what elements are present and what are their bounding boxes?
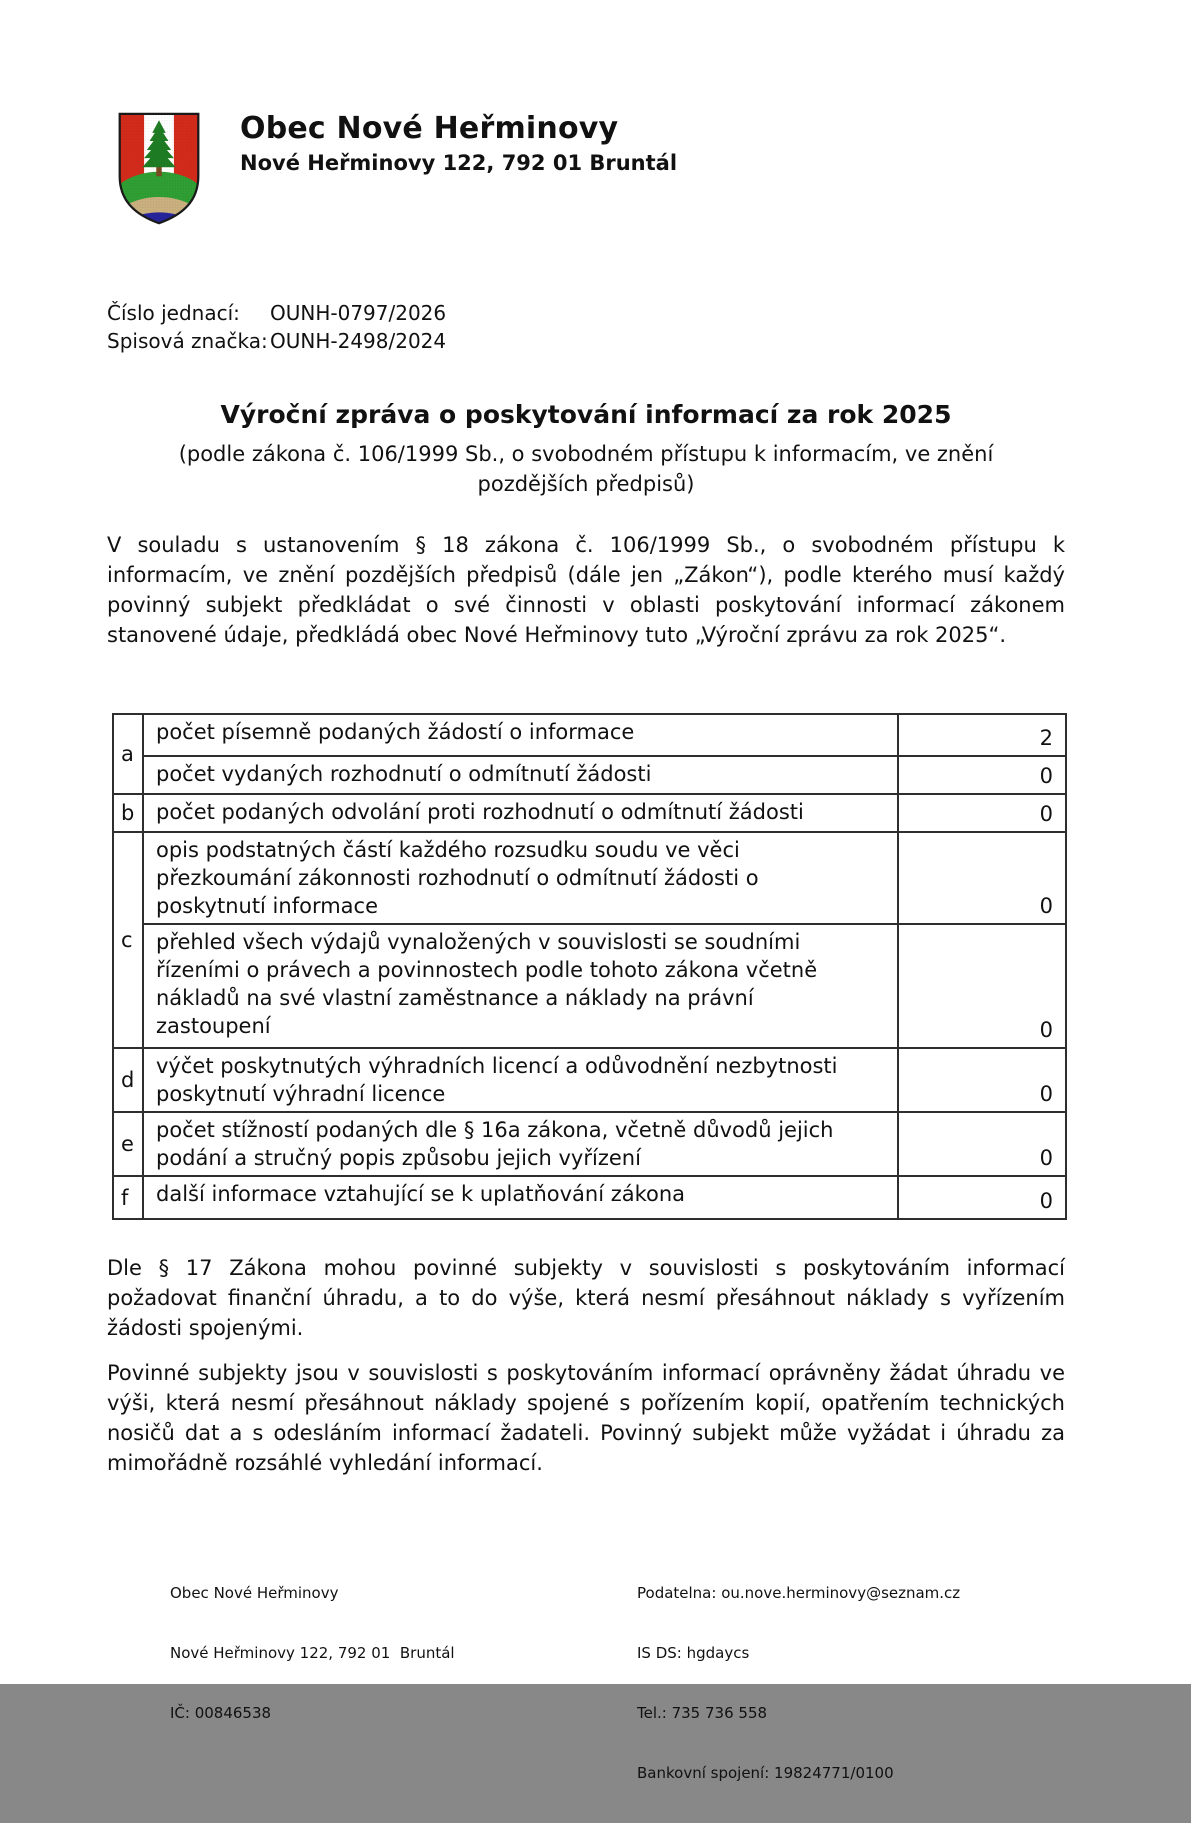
- organization-name: Obec Nové Heřminovy: [240, 111, 619, 146]
- footer-email: Podatelna: ou.nove.herminovy@seznam.cz: [637, 1584, 961, 1602]
- row-c2-text: přehled všech výdajů vynaložených v souvislosti se soudními řízeními o právech a povinnostech podle tohoto zákona včetně nákladů na své vlastní zaměstnance a náklady na právní zastoupení: [143, 924, 898, 1048]
- row-f-text: další informace vztahující se k uplatňování zákona: [143, 1176, 898, 1219]
- row-e-text: počet stížností podaných dle § 16a zákona, včetně důvodů jejich podání a stručný popis způsobu jejich vyřízení: [143, 1112, 898, 1176]
- row-d-text: výčet poskytnutých výhradních licencí a odůvodnění nezbytnosti poskytnutí výhradní licence: [143, 1048, 898, 1112]
- row-c1-text: opis podstatných částí každého rozsudku soudu ve věci přezkoumání zákonnosti rozhodnutí o odmítnutí žádosti o poskytnutí informace: [143, 832, 898, 924]
- docket-number-value: OUNH-2498/2024: [270, 329, 447, 353]
- row-e-value: 0: [898, 1112, 1066, 1176]
- docket-number-label: Spisová značka:: [107, 329, 268, 353]
- row-letter-d: d: [113, 1048, 143, 1112]
- row-letter-e: e: [113, 1112, 143, 1176]
- coat-of-arms-icon: [117, 104, 201, 234]
- footer-bank: Bankovní spojení: 19824771/0100: [637, 1764, 894, 1782]
- row-a2-text: počet vydaných rozhodnutí o odmítnutí žádosti: [143, 756, 898, 794]
- page-title: Výroční zpráva o poskytování informací za rok 2025: [220, 400, 952, 429]
- row-b-value: 0: [898, 794, 1066, 832]
- row-c1-value: 0: [898, 832, 1066, 924]
- footer-phone: Tel.: 735 736 558: [637, 1704, 768, 1722]
- row-d-value: 0: [898, 1048, 1066, 1112]
- footer-org-address: Nové Heřminovy 122, 792 01 Bruntál: [170, 1644, 455, 1662]
- table-row: [113, 1112, 1066, 1176]
- table-row: [113, 924, 1066, 1048]
- row-letter-a: a: [113, 714, 143, 794]
- fees-paragraph-2: Povinné subjekty jsou v souvislosti s poskytováním informací oprávněny žádat úhradu ve výši, která nesmí přesáhnout náklady spojené s pořízením kopií, opatřením technických nosičů dat a s odesláním informací žadateli. Povinný subjekt může vyžádat i úhradu za mimořádně rozsáhlé vyhledání informací.: [107, 1361, 1065, 1475]
- footer-databox: IS DS: hgdaycs: [637, 1644, 750, 1662]
- reference-numbers: [107, 299, 446, 355]
- letterhead: [240, 112, 677, 176]
- row-c2-value: 0: [898, 924, 1066, 1048]
- intro-paragraph: V souladu s ustanovením § 18 zákona č. 106/1999 Sb., o svobodném přístupu k informacím, ve znění pozdějších předpisů (dále jen „Zákon“), podle kterého musí každý povinný subjekt předkládat o své činnosti v oblasti poskytování informací zákonem stanovené údaje, předkládá obec Nové Heřminovy tuto „Výroční zprávu za rok 2025“.: [107, 533, 1065, 647]
- row-letter-c: c: [113, 832, 143, 1048]
- organization-address: Nové Heřminovy 122, 792 01 Bruntál: [240, 151, 678, 175]
- row-a2-value: 0: [898, 756, 1066, 794]
- table-row: [113, 1176, 1066, 1219]
- annual-report-table: [112, 713, 1067, 1220]
- footer-right-block: [637, 1543, 960, 1823]
- page-subtitle: (podle zákona č. 106/1999 Sb., o svobodném přístupu k informacím, ve znění pozdějších předpisů): [178, 442, 994, 496]
- table-row: [113, 756, 1066, 794]
- file-number-value: OUNH-0797/2026: [270, 301, 447, 325]
- table-row: [113, 1048, 1066, 1112]
- footer-org-id: IČ: 00846538: [170, 1704, 272, 1722]
- row-b-text: počet podaných odvolání proti rozhodnutí o odmítnutí žádosti: [143, 794, 898, 832]
- file-number-label: Číslo jednací:: [107, 301, 240, 325]
- footer-org-name: Obec Nové Heřminovy: [170, 1584, 339, 1602]
- title-block: [107, 399, 1065, 499]
- row-a1-value: 2: [898, 714, 1066, 756]
- table-row: [113, 794, 1066, 832]
- file-number-row: [107, 299, 446, 327]
- fees-paragraph-1: Dle § 17 Zákona mohou povinné subjekty v souvislosti s poskytováním informací požadovat finanční úhradu, a to do výše, která nesmí přesáhnout náklady s vyřízením žádosti spojenými.: [107, 1256, 1065, 1340]
- row-f-value: 0: [898, 1176, 1066, 1219]
- row-letter-f: f: [113, 1176, 143, 1219]
- row-a1-text: počet písemně podaných žádostí o informace: [143, 714, 898, 756]
- row-letter-b: b: [113, 794, 143, 832]
- table-row: [113, 832, 1066, 924]
- table-row: [113, 714, 1066, 756]
- docket-number-row: [107, 327, 446, 355]
- footer-left-block: [170, 1543, 455, 1763]
